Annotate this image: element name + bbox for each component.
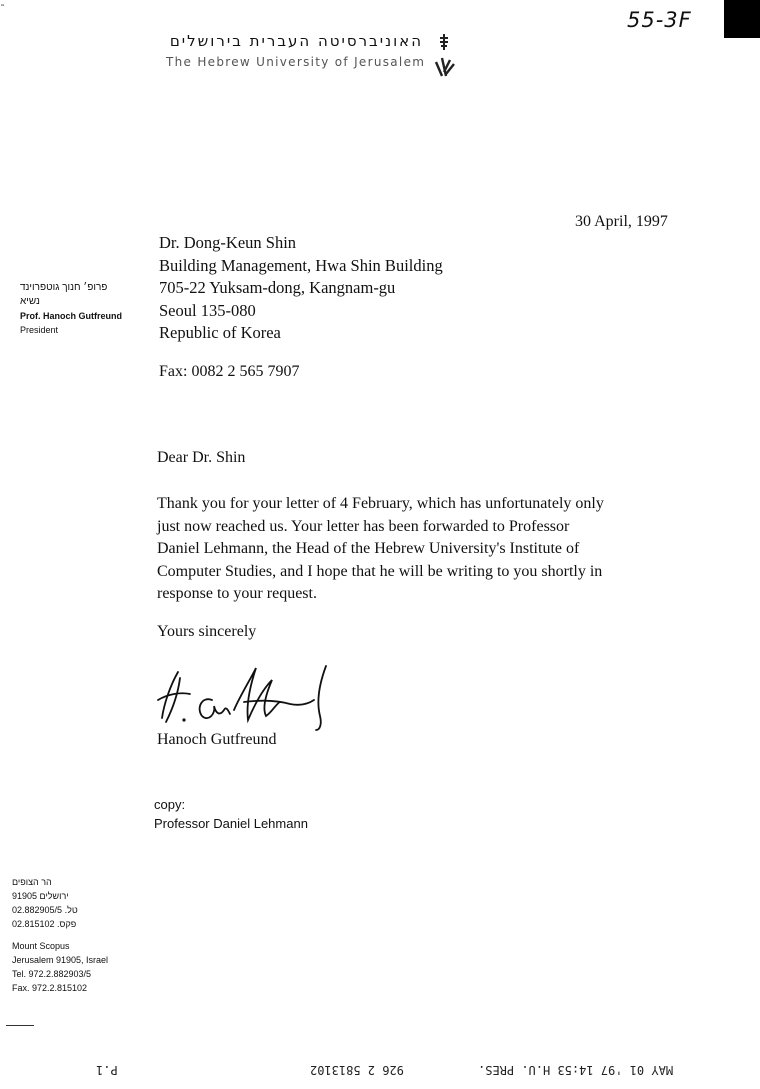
address-line-english: Tel. 972.2.882903/5 (12, 969, 92, 979)
copy-section (154, 795, 308, 833)
president-name-english: Prof. Hanoch Gutfreund (20, 311, 122, 321)
recipient-line: Seoul 135-080 (159, 300, 256, 320)
address-line-english: Mount Scopus (12, 941, 70, 951)
university-name-english: The Hebrew University of Jerusalem (166, 55, 426, 69)
fax-transmission-footer (0, 1057, 760, 1081)
fax-number: 926 2 5813102 (310, 1063, 404, 1077)
recipient-line: Dr. Dong-Keun Shin (159, 233, 297, 252)
handwritten-reference-number: 55-3F (627, 8, 692, 32)
letter-body (157, 493, 667, 606)
recipient-line: 705-22 Yuksam-dong, Kangnam-gu (159, 278, 396, 297)
body-line: Computer Studies, and I hope that he will be writing to you shortly in (157, 562, 603, 580)
president-name-hebrew: פרופ׳ חנוך גוטפרוינד (20, 282, 108, 293)
recipient-line: Building Management, Hwa Shin Building (159, 255, 443, 275)
recipient-line: Republic of Korea (159, 323, 281, 342)
body-line: response to your request. (157, 585, 317, 602)
copy-label: copy: (154, 797, 186, 812)
address-line-english: Fax. 972.2.815102 (12, 983, 88, 993)
address-line-hebrew: הר הצופים (12, 877, 52, 887)
body-line: Thank you for your letter of 4 February, which has unfortunately only (157, 495, 604, 512)
divider (6, 1025, 34, 1026)
president-title-english: President (20, 325, 59, 335)
fax-page-number: P.1 (96, 1063, 118, 1077)
president-sidebar (20, 281, 122, 337)
body-line: Daniel Lehmann, the Head of the Hebrew University's Institute of (157, 540, 580, 557)
university-name-hebrew: האוניברסיטה העברית בירושלים (169, 32, 423, 50)
president-title-hebrew: נשיא (20, 296, 40, 307)
letter-date: 30 April, 1997 (575, 213, 668, 230)
fax-transmission-stamp: MAY 01 '97 14:53 H.U. PRES. (478, 1063, 674, 1077)
copy-recipient: Professor Daniel Lehmann (154, 816, 308, 831)
recipient-address (159, 232, 443, 345)
address-line-english: Jerusalem 91905, Israel (12, 955, 109, 965)
address-line-hebrew: ירושלים 91905 (12, 891, 69, 901)
address-line-hebrew: פקס. 02.815102 (12, 919, 77, 929)
signer-name: Hanoch Gutfreund (157, 731, 277, 748)
address-line-hebrew: טל. 02.882905/5 (12, 905, 78, 915)
redaction-block (724, 0, 760, 38)
body-line: just now reached us. Your letter has been forwarded to Professor (157, 517, 570, 535)
corner-mark: ˜ (0, 4, 5, 15)
university-address-block (12, 875, 108, 995)
university-emblem-icon (432, 32, 458, 80)
greeting: Dear Dr. Shin (157, 449, 246, 466)
handwritten-signature (150, 660, 340, 732)
closing: Yours sincerely (157, 623, 257, 640)
recipient-fax: Fax: 0082 2 565 7907 (159, 363, 300, 380)
